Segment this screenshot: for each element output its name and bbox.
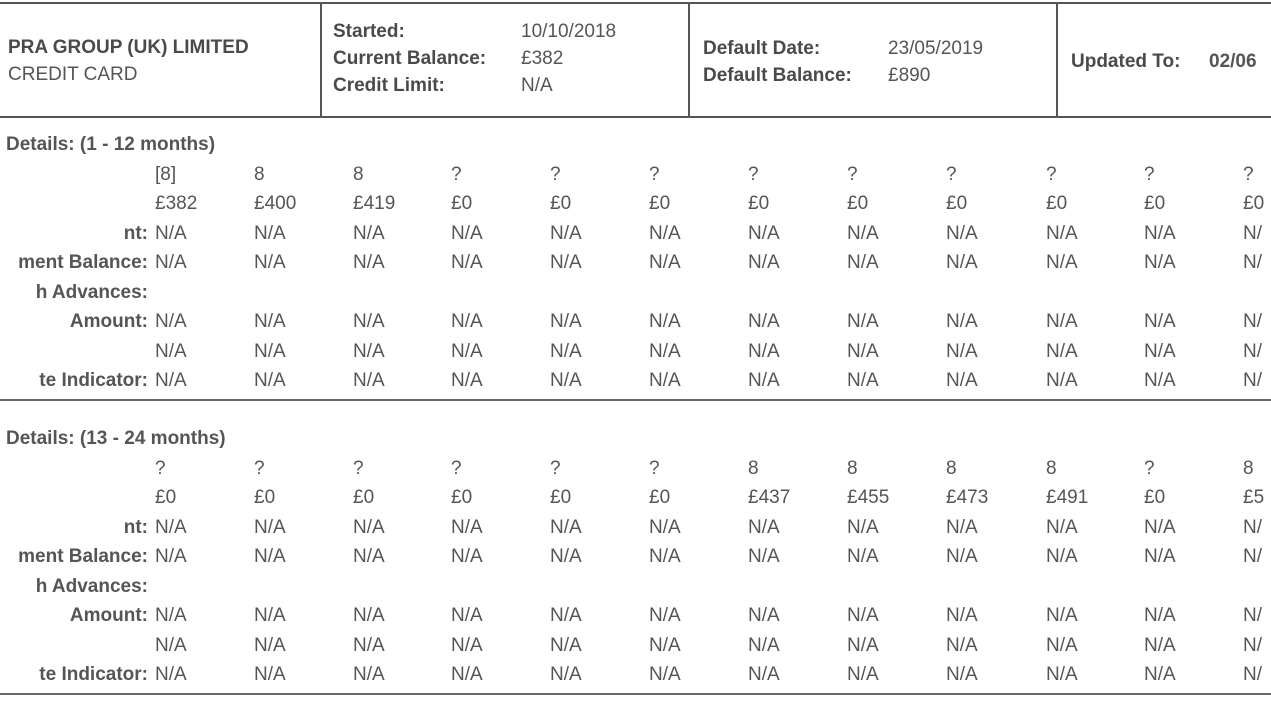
na-cell: N/A (1144, 370, 1176, 391)
status-cell: ? (451, 457, 462, 479)
na-cell: N/A (1046, 605, 1078, 626)
na-cell: N/A (847, 546, 879, 567)
na-cell: N/A (748, 252, 780, 273)
divider (688, 4, 690, 116)
na-cell: N/A (550, 664, 582, 685)
na-cell: N/A (254, 222, 286, 244)
status-cell: ? (550, 457, 561, 479)
na-cell: N/A (946, 605, 978, 626)
na-cell: N/A (155, 516, 187, 538)
balance-cell: £437 (748, 487, 791, 508)
balance-cell: £491 (1046, 487, 1089, 508)
balance-cell: £400 (254, 193, 297, 214)
na-cell: N/A (254, 370, 286, 391)
na-cell: N/A (1144, 546, 1176, 567)
na-cell: N/A (155, 546, 187, 567)
na-cell: N/A (748, 605, 780, 626)
balance-cell: £455 (847, 487, 890, 508)
na-cell: N/ (1243, 664, 1262, 685)
na-cell: N/A (451, 340, 483, 362)
na-cell: N/A (550, 370, 582, 391)
na-cell: N/A (254, 634, 286, 656)
status-cell: ? (1046, 163, 1057, 185)
na-cell: N/ (1243, 222, 1262, 244)
balance-cell: £0 (451, 487, 473, 508)
current-balance-value: £382 (521, 48, 564, 69)
default-date-label: Default Date: (703, 38, 821, 59)
default-balance-label: Default Balance: (703, 65, 852, 86)
na-cell: N/A (946, 664, 978, 685)
na-cell: N/A (1144, 222, 1176, 244)
na-cell: N/A (155, 605, 187, 626)
na-cell: N/A (550, 311, 582, 332)
na-cell: N/A (254, 516, 286, 538)
na-cell: N/ (1243, 605, 1262, 626)
na-cell: N/A (748, 634, 780, 656)
na-cell: N/A (353, 664, 385, 685)
na-cell: N/A (1046, 546, 1078, 567)
section-divider (0, 693, 1271, 695)
updated-block (1071, 48, 1257, 75)
na-cell: N/A (847, 311, 879, 332)
account-dates-block (333, 18, 616, 99)
na-cell: N/A (353, 340, 385, 362)
balance-cell: £0 (1144, 193, 1166, 214)
na-cell: N/A (847, 222, 879, 244)
na-cell: N/A (550, 634, 582, 656)
section-title: Details: (1 - 12 months) (6, 134, 216, 155)
na-cell: N/A (1046, 252, 1078, 273)
na-cell: N/A (353, 370, 385, 391)
na-cell: N/A (155, 311, 187, 332)
na-cell: N/A (451, 605, 483, 626)
na-cell: N/A (946, 311, 978, 332)
na-cell: N/A (451, 516, 483, 538)
status-cell: 8 (847, 457, 858, 479)
row-label: ment Balance: (18, 252, 148, 273)
na-cell: N/A (451, 252, 483, 273)
na-cell: N/A (847, 634, 879, 656)
row-label: nt: (123, 516, 148, 538)
na-cell: N/A (649, 340, 681, 362)
na-cell: N/A (649, 516, 681, 538)
lender-block (8, 34, 249, 88)
na-cell: N/A (748, 516, 780, 538)
na-cell: N/A (155, 664, 187, 685)
status-cell: ? (353, 457, 364, 479)
na-cell: N/A (748, 664, 780, 685)
balance-cell: £0 (550, 193, 572, 214)
na-cell: N/A (550, 516, 582, 538)
na-cell: N/A (550, 546, 582, 567)
balance-cell: £0 (1144, 487, 1166, 508)
na-cell: N/A (353, 546, 385, 567)
na-cell: N/A (1144, 311, 1176, 332)
na-cell: N/A (1046, 370, 1078, 391)
na-cell: N/A (353, 634, 385, 656)
updated-value: 02/06 (1209, 51, 1257, 72)
status-cell: ? (155, 457, 166, 479)
row-label: ment Balance: (18, 546, 148, 567)
status-cell: 8 (1243, 457, 1254, 479)
balance-cell: £0 (451, 193, 473, 214)
divider (1056, 4, 1058, 116)
status-cell: ? (649, 457, 660, 479)
na-cell: N/A (451, 664, 483, 685)
status-cell: ? (847, 163, 858, 185)
status-cell: 8 (1046, 457, 1057, 479)
na-cell: N/A (946, 516, 978, 538)
section-divider (0, 399, 1271, 401)
status-cell: 8 (353, 163, 364, 185)
status-cell: ? (550, 163, 561, 185)
na-cell: N/ (1243, 516, 1262, 538)
section-title: Details: (13 - 24 months) (6, 428, 226, 449)
na-cell: N/A (847, 516, 879, 538)
balance-cell: £0 (254, 487, 276, 508)
default-date-value: 23/05/2019 (888, 38, 984, 59)
na-cell: N/A (550, 222, 582, 244)
status-cell: ? (946, 163, 957, 185)
row-label: h Advances: (35, 575, 148, 597)
na-cell: N/A (649, 252, 681, 273)
na-cell: N/A (451, 311, 483, 332)
na-cell: N/A (353, 252, 385, 273)
divider (320, 4, 322, 116)
na-cell: N/A (946, 252, 978, 273)
balance-cell: £0 (155, 487, 177, 508)
status-cell: ? (748, 163, 759, 185)
na-cell: N/A (1046, 340, 1078, 362)
status-cell: ? (1243, 163, 1254, 185)
na-cell: N/A (353, 311, 385, 332)
status-cell: ? (254, 457, 265, 479)
row-label: nt: (123, 222, 148, 244)
na-cell: N/A (451, 370, 483, 391)
na-cell: N/A (748, 311, 780, 332)
account-header (0, 2, 1271, 118)
balance-cell: £0 (847, 193, 869, 214)
balance-cell: £0 (1243, 193, 1265, 214)
status-cell: ? (1144, 163, 1155, 185)
status-cell: ? (1144, 457, 1155, 479)
balance-cell: £0 (748, 193, 770, 214)
status-cell: ? (649, 163, 660, 185)
na-cell: N/A (748, 340, 780, 362)
na-cell: N/A (155, 370, 187, 391)
na-cell: N/A (946, 546, 978, 567)
default-balance-value: £890 (888, 65, 931, 86)
row-label: Amount: (69, 605, 148, 626)
balance-cell: £0 (353, 487, 375, 508)
started-value: 10/10/2018 (521, 21, 617, 42)
credit-limit-value: N/A (521, 75, 553, 96)
na-cell: N/A (847, 252, 879, 273)
na-cell: N/A (1144, 634, 1176, 656)
na-cell: N/ (1243, 311, 1262, 332)
balance-cell: £5 (1243, 487, 1265, 508)
na-cell: N/A (847, 605, 879, 626)
na-cell: N/A (946, 634, 978, 656)
na-cell: N/A (155, 634, 187, 656)
na-cell: N/A (649, 605, 681, 626)
na-cell: N/A (550, 605, 582, 626)
na-cell: N/A (1046, 516, 1078, 538)
na-cell: N/A (353, 516, 385, 538)
row-label: te Indicator: (39, 664, 148, 685)
na-cell: N/A (1046, 222, 1078, 244)
row-label: Amount: (69, 311, 148, 332)
status-cell: 8 (946, 457, 957, 479)
row-label: te Indicator: (39, 370, 148, 391)
na-cell: N/A (254, 546, 286, 567)
status-cell: [8] (155, 163, 177, 185)
na-cell: N/A (550, 340, 582, 362)
na-cell: N/A (649, 370, 681, 391)
na-cell: N/A (254, 664, 286, 685)
na-cell: N/ (1243, 252, 1262, 273)
balance-cell: £0 (649, 487, 671, 508)
na-cell: N/A (847, 340, 879, 362)
na-cell: N/A (353, 222, 385, 244)
balance-cell: £473 (946, 487, 989, 508)
credit-limit-label: Credit Limit: (333, 75, 445, 96)
na-cell: N/A (649, 222, 681, 244)
na-cell: N/A (1144, 252, 1176, 273)
account-type: CREDIT CARD (8, 64, 138, 85)
na-cell: N/A (1046, 311, 1078, 332)
balance-cell: £0 (649, 193, 671, 214)
started-label: Started: (333, 21, 405, 42)
na-cell: N/A (649, 634, 681, 656)
na-cell: N/ (1243, 340, 1262, 362)
na-cell: N/ (1243, 546, 1262, 567)
balance-cell: £419 (353, 193, 396, 214)
na-cell: N/A (946, 370, 978, 391)
na-cell: N/A (155, 340, 187, 362)
status-cell: 8 (748, 457, 759, 479)
current-balance-label: Current Balance: (333, 48, 487, 69)
company-name: PRA GROUP (UK) LIMITED (8, 37, 249, 58)
na-cell: N/A (946, 222, 978, 244)
na-cell: N/A (649, 664, 681, 685)
na-cell: N/A (748, 370, 780, 391)
updated-label: Updated To: (1071, 51, 1181, 72)
na-cell: N/A (946, 340, 978, 362)
na-cell: N/A (1144, 340, 1176, 362)
na-cell: N/A (353, 605, 385, 626)
na-cell: N/A (748, 546, 780, 567)
balance-cell: £0 (550, 487, 572, 508)
na-cell: N/A (254, 252, 286, 273)
na-cell: N/A (1046, 634, 1078, 656)
na-cell: N/A (254, 340, 286, 362)
na-cell: N/A (155, 252, 187, 273)
na-cell: N/A (649, 311, 681, 332)
na-cell: N/A (451, 634, 483, 656)
na-cell: N/ (1243, 370, 1262, 391)
na-cell: N/A (1144, 516, 1176, 538)
balance-cell: £0 (1046, 193, 1068, 214)
status-cell: 8 (254, 163, 265, 185)
na-cell: N/A (550, 252, 582, 273)
na-cell: N/ (1243, 634, 1262, 656)
na-cell: N/A (649, 546, 681, 567)
na-cell: N/A (254, 311, 286, 332)
na-cell: N/A (847, 664, 879, 685)
default-block (703, 35, 983, 89)
na-cell: N/A (451, 222, 483, 244)
na-cell: N/A (847, 370, 879, 391)
na-cell: N/A (1046, 664, 1078, 685)
status-cell: ? (451, 163, 462, 185)
row-label: h Advances: (35, 281, 148, 303)
na-cell: N/A (254, 605, 286, 626)
na-cell: N/A (1144, 664, 1176, 685)
na-cell: N/A (451, 546, 483, 567)
balance-cell: £0 (946, 193, 968, 214)
balance-cell: £382 (155, 193, 198, 214)
na-cell: N/A (748, 222, 780, 244)
na-cell: N/A (1144, 605, 1176, 626)
na-cell: N/A (155, 222, 187, 244)
